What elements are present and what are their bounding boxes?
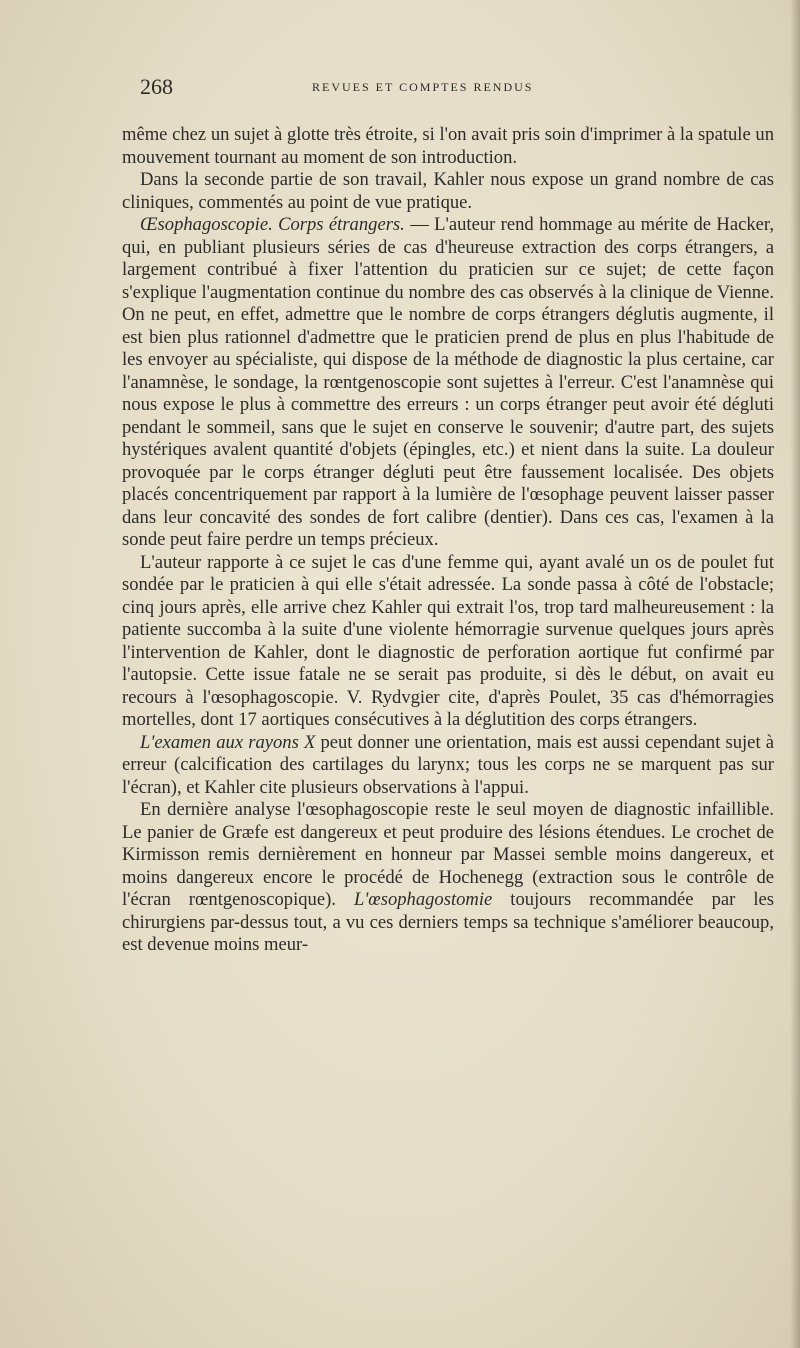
paragraph-case-report	[122, 552, 774, 732]
section-heading-x-ray: L'examen aux rayons X	[140, 731, 316, 753]
term-oesophagostomy: L'œsophagostomie	[353, 889, 493, 910]
paragraph-oesophagoscopy	[122, 214, 774, 552]
paragraph-text: toujours recommandée par les chirurgiens par-dessus tout, a vu ces derniers temps sa technique s'améliorer beaucoup, est devenue moins meur-	[122, 889, 774, 955]
body-text	[122, 124, 774, 957]
paragraph-clinical-cases	[122, 169, 774, 214]
paragraph-x-ray	[122, 732, 774, 800]
running-head: REVUES ET COMPTES RENDUS	[312, 80, 534, 94]
paragraph-text: En dernière analyse l'œsophagoscopie reste le seul moyen de diagnostic infaillible. Le panier de Græfe est dangereux et peut produire des lésions étendues. Le crochet de Kirmisson remis dernièrement en honneur par Massei semble moins dangereux, et moins dangereux encore le procédé de Hochenegg (extraction sous le contrôle de l'écran rœntgenoscopique).	[122, 799, 774, 910]
paragraph-text: même chez un sujet à glotte très étroite, si l'on avait pris soin d'imprimer à la spatule un mouvement tournant au moment de son introduction.	[122, 124, 774, 168]
page-number: 268	[140, 74, 173, 99]
page-header	[140, 74, 780, 104]
page-edge-shadow	[790, 0, 800, 1348]
paragraph-continuation	[122, 124, 774, 169]
section-heading-oesophagoscopy: Œsophagoscopie. Corps étrangers.	[140, 214, 405, 235]
paragraph-conclusion	[122, 799, 774, 957]
paragraph-text: peut donner une orientation, mais est aussi cependant sujet à erreur (calcification des cartilages du larynx; tous les corps ne se marquent pas sur l'écran), et Kahler cite plusieurs observations à l'appui.	[122, 731, 774, 798]
paragraph-text: L'auteur rapporte à ce sujet le cas d'une femme qui, ayant avalé un os de poulet fut sondée par le praticien à qui elle s'était adressée. La sonde passa à côté de l'obstacle; cinq jours après, elle arrive chez Kahler qui extrait l'os, trop tard malheureusement : la patiente succomba à la suite d'une violente hémorragie survenue quelques jours après l'intervention de Kahler, dont le diagnostic de perforation aortique fut confirmé par l'autopsie. Cette issue fatale ne se serait pas produite, si dès le début, on avait eu recours à l'œsophagoscopie. V. Rydvgier cite, d'après Poulet, 35 cas d'hémorragies mortelles, dont 17 aortiques consécutives à la déglutition des corps étrangers.	[122, 551, 774, 730]
paragraph-text: Dans la seconde partie de son travail, Kahler nous expose un grand nombre de cas cliniques, commentés au point de vue pratique.	[122, 169, 774, 213]
paragraph-text: — L'auteur rend hommage au mérite de Hacker, qui, en publiant plusieurs séries de cas d'heureuse extraction des corps étrangers, a largement contribué à fixer l'attention du praticien sur ce sujet; de cette façon s'explique l'augmentation continue du nombre des cas observés à la clinique de Vienne. On ne peut, en effet, admettre que le nombre de corps étrangers déglutis augmente, il est bien plus rationnel d'admettre que le praticien prend de plus en plus l'habitude de les envoyer au spécialiste, qui dispose de la méthode de diagnostic la plus certaine, car l'anamnèse, le sondage, la rœntgenoscopie sont sujettes à l'erreur. C'est l'anamnèse qui nous expose le plus à commettre des erreurs : un corps étranger peut avoir été dégluti pendant le sommeil, sans que le sujet en conserve le souvenir; d'autre part, des sujets hystériques avalent quantité d'objets (épingles, etc.) et nient dans la suite. La douleur provoquée par le corps étranger dégluti peut être faussement localisée. Des objets placés concentriquement par rapport à la lumière de l'œsophage peuvent laisser passer dans leur concavité des sondes de fort calibre (dentier). Dans ces cas, l'examen à la sonde peut faire perdre un temps précieux.	[122, 214, 774, 550]
